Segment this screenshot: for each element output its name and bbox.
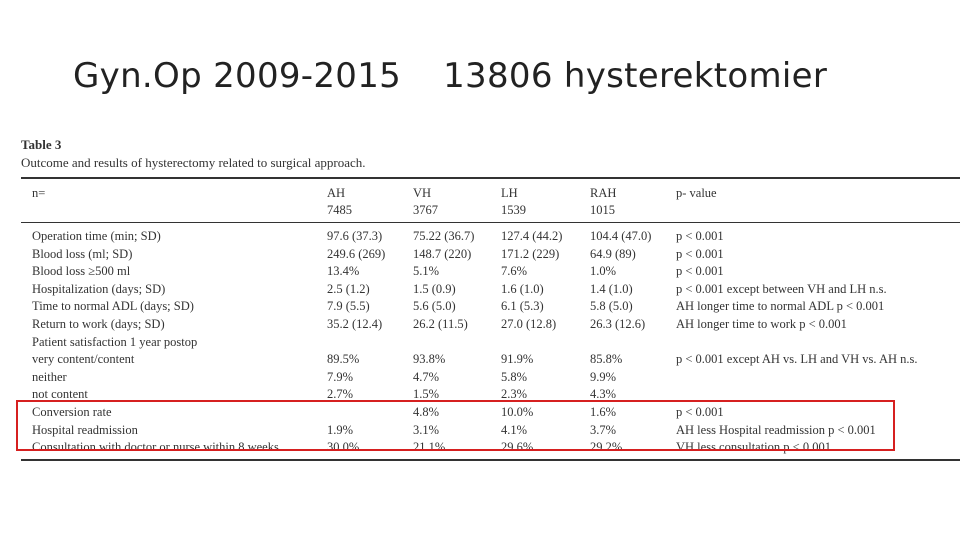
table-header-counts-row <box>0 202 960 220</box>
table-row <box>0 351 960 369</box>
table-row <box>0 334 960 352</box>
table-cell: 1.6 (1.0) <box>501 281 544 296</box>
table-cell: 2.7% <box>327 387 354 402</box>
table-cell: 30.0% <box>327 440 360 455</box>
table-cell: AH longer time to work p < 0.001 <box>676 317 847 331</box>
header-count-cell: 1015 <box>590 203 615 217</box>
row-label-cell: Conversion rate <box>32 405 112 419</box>
table-cell: 1.6% <box>590 405 617 419</box>
table-cell: 26.2 (11.5) <box>413 317 468 331</box>
table-cell: VH less consultation p < 0.001 <box>676 440 831 455</box>
table-row <box>0 281 960 299</box>
slide-title-left: Gyn.Op 2009-2015 <box>73 56 402 96</box>
table-header-row <box>0 185 960 203</box>
row-label-cell: neither <box>32 369 67 384</box>
table-cell: 5.8% <box>501 369 528 384</box>
table-cell: 7.6% <box>501 264 528 279</box>
table-cell: 93.8% <box>413 352 446 367</box>
header-count-cell: 3767 <box>413 203 438 217</box>
table-cell: 7.9 (5.5) <box>327 299 370 314</box>
table-cell: 97.6 (37.3) <box>327 229 383 243</box>
table-row <box>0 246 960 264</box>
table-cell: p < 0.001 <box>676 246 724 261</box>
table-cell: 64.9 (89) <box>590 246 636 261</box>
table-cell: p < 0.001 <box>676 229 724 243</box>
table-cell: 1.9% <box>327 422 354 437</box>
header-cell: LH <box>501 186 518 200</box>
header-cell: RAH <box>590 186 617 200</box>
row-label-cell: not content <box>32 387 88 402</box>
row-label-cell: very content/content <box>32 352 135 367</box>
table-cell: 75.22 (36.7) <box>413 229 475 243</box>
table-caption: Outcome and results of hysterectomy related to surgical approach. <box>21 155 366 170</box>
table-cell: p < 0.001 except AH vs. LH and VH vs. AH n.s. <box>676 352 918 367</box>
table-row <box>0 298 960 316</box>
table-cell: p < 0.001 <box>676 264 724 279</box>
table-cell: 1.4 (1.0) <box>590 281 633 296</box>
table-cell: 4.1% <box>501 422 528 437</box>
row-label-cell: Patient satisfaction 1 year postop <box>32 334 198 349</box>
table-row <box>0 263 960 281</box>
table-bottom-rule <box>21 459 960 461</box>
table-header-rule <box>21 222 960 223</box>
table-cell: 148.7 (220) <box>413 246 472 261</box>
table-cell: 10.0% <box>501 405 534 419</box>
header-cell: VH <box>413 186 432 200</box>
table-row <box>0 369 960 387</box>
header-cell: n= <box>32 186 46 200</box>
row-label-cell: Hospitalization (days; SD) <box>32 281 166 296</box>
table-cell: 29.6% <box>501 440 534 455</box>
table-row <box>0 228 960 246</box>
table-cell: 127.4 (44.2) <box>501 229 563 243</box>
row-label-cell: Consultation with doctor or nurse within 8 weeks <box>32 440 279 455</box>
table-cell: 89.5% <box>327 352 360 367</box>
row-label-cell: Hospital readmission <box>32 422 138 437</box>
table-cell: 1.5% <box>413 387 440 402</box>
slide-title-right: 13806 hysterektomier <box>443 56 828 96</box>
table-cell: 1.0% <box>590 264 617 279</box>
table-cell: 3.7% <box>590 422 617 437</box>
table-cell: 9.9% <box>590 369 617 384</box>
table-cell: 26.3 (12.6) <box>590 317 646 331</box>
row-label-cell: Time to normal ADL (days; SD) <box>32 299 194 314</box>
table-cell: 104.4 (47.0) <box>590 229 652 243</box>
table-cell: 91.9% <box>501 352 534 367</box>
table-row <box>0 316 960 334</box>
table-cell: 35.2 (12.4) <box>327 317 383 331</box>
table-cell: 21.1% <box>413 440 446 455</box>
table-cell: p < 0.001 <box>676 405 724 419</box>
slide-title <box>73 56 827 96</box>
table-cell: 171.2 (229) <box>501 246 560 261</box>
table-cell: 4.8% <box>413 405 440 419</box>
table-cell: 6.1 (5.3) <box>501 299 544 314</box>
table-cell: 29.2% <box>590 440 623 455</box>
table-cell: 4.3% <box>590 387 617 402</box>
table-cell: 2.5 (1.2) <box>327 281 370 296</box>
table-top-rule <box>21 177 960 179</box>
table-cell: 249.6 (269) <box>327 246 386 261</box>
table-cell: p < 0.001 except between VH and LH n.s. <box>676 281 887 296</box>
header-count-cell: 7485 <box>327 203 352 217</box>
row-label-cell: Return to work (days; SD) <box>32 317 165 331</box>
table-cell: 7.9% <box>327 369 354 384</box>
table-cell: 5.6 (5.0) <box>413 299 456 314</box>
table-cell: 2.3% <box>501 387 528 402</box>
header-cell: p- value <box>676 186 717 200</box>
table-cell: 13.4% <box>327 264 360 279</box>
row-label-cell: Blood loss ≥500 ml <box>32 264 131 279</box>
table-cell: 27.0 (12.8) <box>501 317 557 331</box>
highlight-box <box>16 400 895 451</box>
table-cell: AH less Hospital readmission p < 0.001 <box>676 422 876 437</box>
table-label: Table 3 <box>21 137 62 152</box>
table-cell: 1.5 (0.9) <box>413 281 456 296</box>
header-count-cell: 1539 <box>501 203 526 217</box>
table-cell: 4.7% <box>413 369 440 384</box>
row-label-cell: Operation time (min; SD) <box>32 229 161 243</box>
table-cell: 5.1% <box>413 264 440 279</box>
header-cell: AH <box>327 186 346 200</box>
table-cell: 85.8% <box>590 352 623 367</box>
table-cell: 5.8 (5.0) <box>590 299 633 314</box>
table-cell: AH longer time to normal ADL p < 0.001 <box>676 299 885 314</box>
row-label-cell: Blood loss (ml; SD) <box>32 246 133 261</box>
table-cell: 3.1% <box>413 422 440 437</box>
